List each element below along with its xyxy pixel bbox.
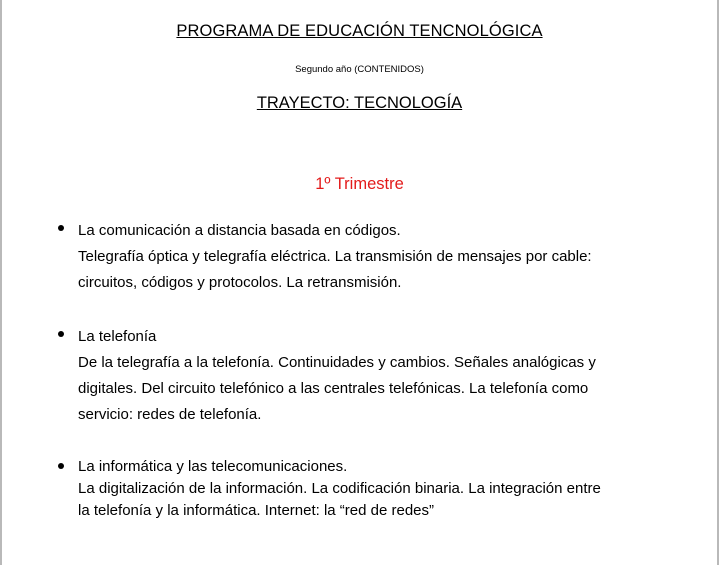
list-item-line: digitales. Del circuito telefónico a las centrales telefónicas. La telefonía como <box>78 380 589 397</box>
list-item-heading: La telefonía <box>78 328 157 345</box>
list-item <box>78 218 698 296</box>
track-heading: TRAYECTO: TECNOLOGÍA <box>256 94 463 112</box>
list-item-line: La digitalización de la información. La codificación binaria. La integración entre <box>78 480 601 497</box>
list-item-heading: La informática y las telecomunicaciones. <box>78 458 348 475</box>
list-item-line: circuitos, códigos y protocolos. La retransmisión. <box>78 274 402 291</box>
list-item-line: servicio: redes de telefonía. <box>78 406 262 423</box>
list-item-line: De la telegrafía a la telefonía. Continuidades y cambios. Señales analógicas y <box>78 354 596 371</box>
bullet-icon <box>58 463 64 469</box>
list-item-heading: La comunicación a distancia basada en códigos. <box>78 222 401 239</box>
bullet-icon <box>58 331 64 337</box>
list-item <box>78 324 698 428</box>
list-item-line: Telegrafía óptica y telegrafía eléctrica. La transmisión de mensajes por cable: <box>78 248 592 265</box>
list-item-line: la telefonía y la informática. Internet: la “red de redes” <box>78 502 435 519</box>
document-title: PROGRAMA DE EDUCACIÓN TENCNOLÓGICA <box>176 22 543 40</box>
document-subtitle: Segundo año (CONTENIDOS) <box>295 64 424 75</box>
term-heading: 1º Trimestre <box>315 175 404 193</box>
bullet-icon <box>58 225 64 231</box>
list-item <box>78 456 698 522</box>
